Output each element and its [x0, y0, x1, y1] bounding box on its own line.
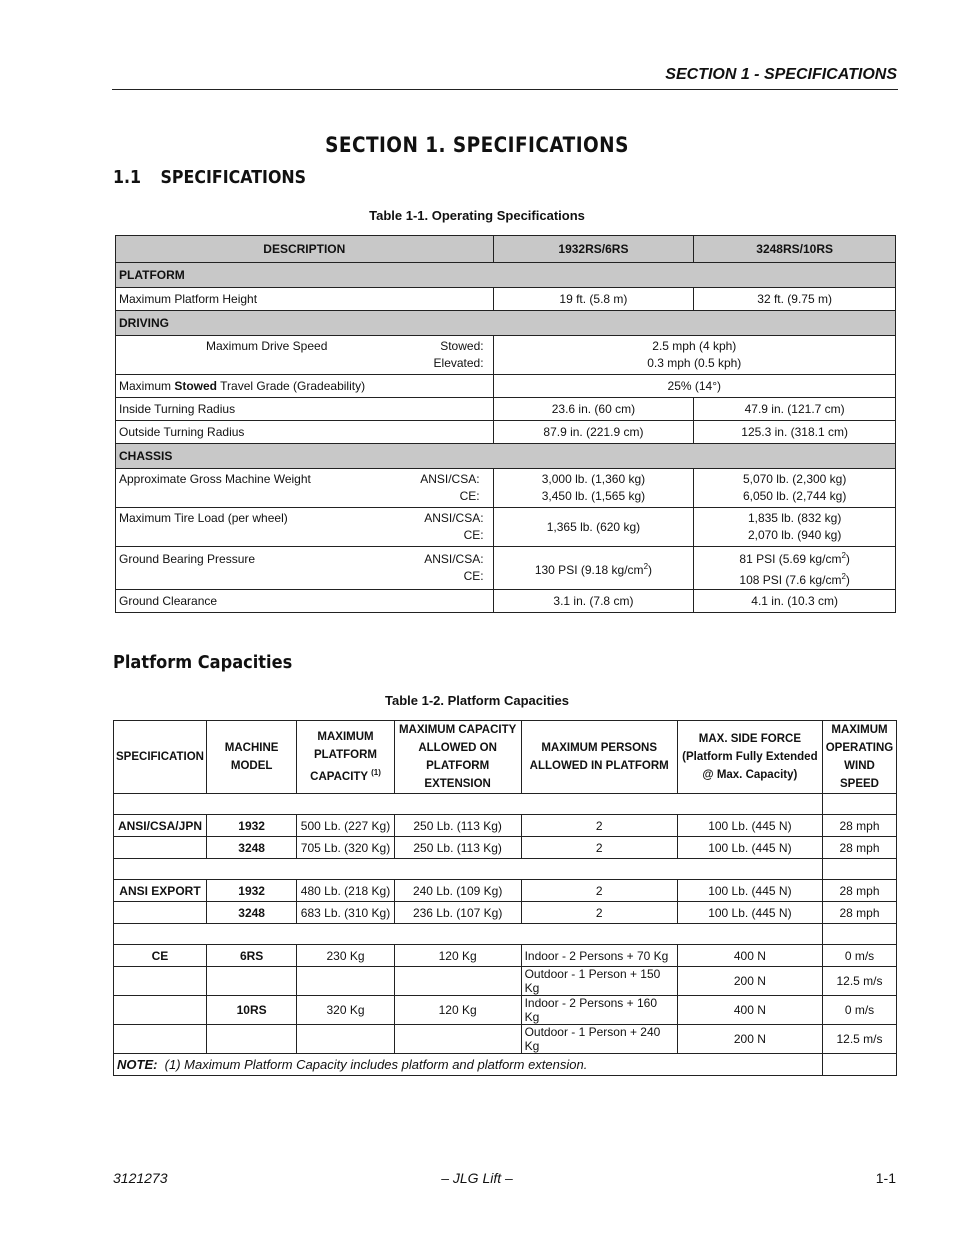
- running-header: SECTION 1 - SPECIFICATIONS: [665, 66, 897, 83]
- table-row: Ground Bearing Pressure ANSI/CSA: CE: 130 PSI (9.18 $kg/cm^2$) 81 PSI (5.69 $kg/cm^2$) 108 PSI (7.6 $kg/cm^2$): [116, 547, 896, 590]
- footer-brand: – JLG Lift –: [441, 1170, 513, 1186]
- table-row: Maximum Stowed Travel Grade (Gradeability) 25% (14°): [116, 375, 896, 398]
- table-header-row: [114, 721, 897, 794]
- subsection-number: 1.1: [113, 167, 142, 188]
- platform-capacities-title: Platform Capacities: [113, 652, 293, 673]
- table-row: 10RS 320 Kg 120 Kg Indoor - 2 Persons + 160 Kg 400 N 0 m/s: [114, 996, 897, 1025]
- header-max-capacity: MAXIMUM PLATFORM CAPACITY $^{(1)}$: [297, 721, 394, 794]
- subsection-label: SPECIFICATIONS: [160, 167, 307, 188]
- table-row: Inside Turning Radius 23.6 in. (60 cm) 47.9 in. (121.7 cm): [116, 398, 896, 421]
- subsection-title: [113, 167, 306, 188]
- header-extension-capacity: MAXIMUM CAPACITY ALLOWED ON PLATFORM EXTENSION: [394, 721, 521, 794]
- table-row: Maximum Drive Speed Stowed: Elevated: 2.5 mph (4 kph) 0.3 mph (0.5 kph): [116, 336, 896, 375]
- header-description: DESCRIPTION: [116, 236, 494, 263]
- footer-page-number: 1-1: [875, 1170, 896, 1186]
- footer-document-number: 3121273: [113, 1170, 168, 1186]
- table-row: Ground Clearance 3.1 in. (7.8 cm) 4.1 in. (10.3 cm): [116, 590, 896, 613]
- group-row-platform: PLATFORM: [116, 263, 896, 288]
- table-row: ANSI/CSA/JPN 1932 500 Lb. (227 Kg) 250 Lb. (113 Kg) 2 100 Lb. (445 N) 28 mph: [114, 815, 897, 837]
- section-title: SECTION 1. SPECIFICATIONS: [325, 133, 629, 157]
- table-row: Approximate Gross Machine Weight ANSI/CSA: CE: 3,000 lb. (1,360 kg) 3,450 lb. (1,565 kg) 5,070 lb. (2,300 kg) 6,050 lb. (2,744 kg): [116, 469, 896, 508]
- header-side-force: MAX. SIDE FORCE (Platform Fully Extended @ Max. Capacity): [677, 721, 822, 794]
- platform-capacities-table: [113, 720, 897, 1076]
- table2-caption: Table 1-2. Platform Capacities: [385, 693, 569, 708]
- header-specification: SPECIFICATION: [114, 721, 207, 794]
- table-row: Outdoor - 1 Person + 240 Kg 200 N 12.5 m/s: [114, 1025, 897, 1054]
- header-machine-model: MACHINE MODEL: [206, 721, 296, 794]
- group-row-driving: DRIVING: [116, 311, 896, 336]
- operating-specifications-table: [115, 235, 896, 613]
- table-row: Maximum Tire Load (per wheel) ANSI/CSA: CE: 1,365 lb. (620 kg) 1,835 lb. (832 kg) 2,070 lb. (940 kg): [116, 508, 896, 547]
- group-row-chassis: CHASSIS: [116, 444, 896, 469]
- spacer-row: [114, 924, 897, 945]
- table-row: Maximum Platform Height 19 ft. (5.8 m) 32 ft. (9.75 m): [116, 288, 896, 311]
- table-row: Outside Turning Radius 87.9 in. (221.9 cm) 125.3 in. (318.1 cm): [116, 421, 896, 444]
- header-wind-speed: MAXIMUM OPERATING WIND SPEED: [822, 721, 896, 794]
- spacer-row: [114, 859, 897, 880]
- table-row: 3248 705 Lb. (320 Kg) 250 Lb. (113 Kg) 2 100 Lb. (445 N) 28 mph: [114, 837, 897, 859]
- header-model-1: 1932RS/6RS: [493, 236, 694, 263]
- header-max-persons: MAXIMUM PERSONS ALLOWED IN PLATFORM: [521, 721, 677, 794]
- header-rule: [112, 89, 898, 90]
- table-row: Outdoor - 1 Person + 150 Kg 200 N 12.5 m/s: [114, 967, 897, 996]
- table-row: 3248 683 Lb. (310 Kg) 236 Lb. (107 Kg) 2 100 Lb. (445 N) 28 mph: [114, 902, 897, 924]
- note-row: NOTE: (1) Maximum Platform Capacity includes platform and platform extension.: [114, 1054, 897, 1076]
- table-header-row: [116, 236, 896, 263]
- header-model-2: 3248RS/10RS: [694, 236, 896, 263]
- table1-caption: Table 1-1. Operating Specifications: [369, 208, 585, 223]
- table-row: CE 6RS 230 Kg 120 Kg Indoor - 2 Persons + 70 Kg 400 N 0 m/s: [114, 945, 897, 967]
- spacer-row: [114, 794, 897, 815]
- table-row: ANSI EXPORT 1932 480 Lb. (218 Kg) 240 Lb. (109 Kg) 2 100 Lb. (445 N) 28 mph: [114, 880, 897, 902]
